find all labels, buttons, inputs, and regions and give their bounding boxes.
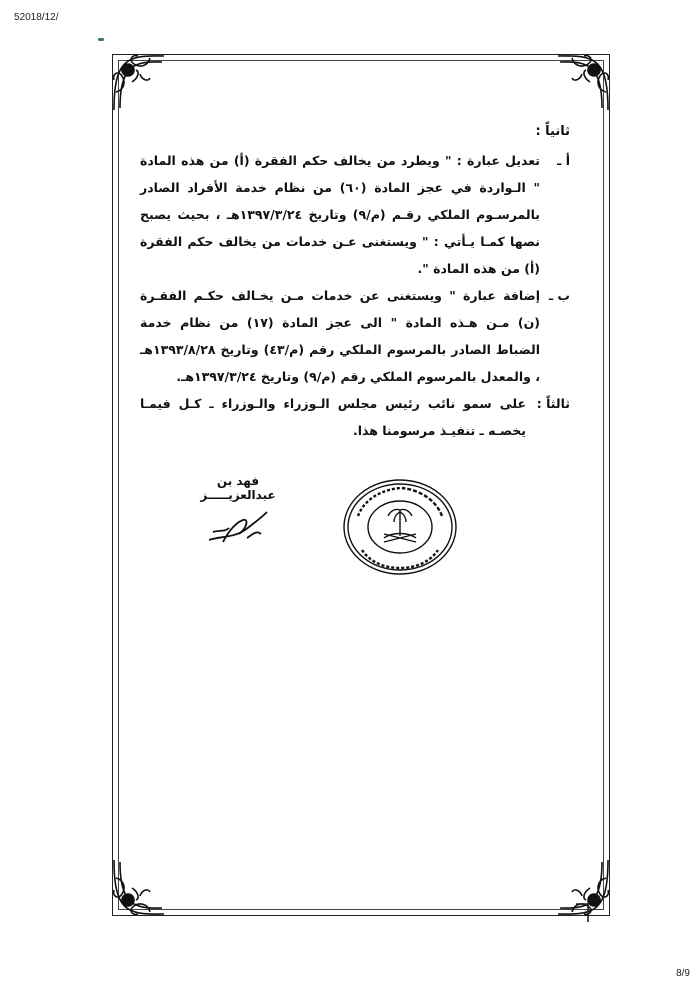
signature-block	[178, 470, 298, 550]
clause-b	[140, 282, 570, 390]
clause-text: على سمو نائب رئيس مجلس الـوزراء والـوزراء ـ كـل فيمـا يخصـه ـ تنفيـذ مرسومنا هذا.	[140, 396, 526, 438]
clause-text: إضافة عبارة " ويستغنى عن خدمات مـن يخـالف حكـم الفقـرة (ن) مـن هـذه المادة " الى عجز المادة (١٧) من نظام خدمة الضباط الصادر بالمرسوم الملكي رقم (م/٤٣) وتاريخ ١٣٩٣/٨/٢٨هـ ، والمعدل بالمرسوم الملكي رقم (م/٩) وتاريخ ١٣٩٧/٣/٢٤هـ.	[140, 288, 541, 384]
ornament-corner-icon	[110, 856, 168, 918]
ornament-corner-icon	[110, 52, 168, 114]
document-body	[140, 118, 570, 444]
signatory-name: فهد بن عبدالعزيـــــز	[200, 474, 276, 502]
official-seal	[340, 476, 460, 578]
signature-icon	[203, 508, 273, 548]
palm-and-swords-emblem-icon	[384, 509, 416, 542]
corner-mark-icon	[574, 902, 592, 924]
green-mark	[98, 38, 104, 41]
header-date: 52018/12/	[14, 12, 59, 23]
clause-a	[140, 147, 570, 282]
clause-label: ب ـ	[548, 288, 570, 303]
clause-third	[140, 390, 570, 444]
clause-label: أ ـ	[557, 153, 570, 168]
section-heading: ثانياً :	[535, 124, 570, 139]
page-number: 8/9	[676, 968, 690, 979]
clause-label: ثالثاً :	[536, 396, 570, 411]
clause-text: تعديل عبارة : " ويطرد من يخالف حكم الفقرة (أ) من هذه المادة " الـواردة في عجز المادة (٦٠) من نظام خدمة الأفراد الصادر بالمرسـوم الملكي رقـم (م/٩) وتاريخ ١٣٩٧/٣/٢٤هـ ، بحيث يصبح نصها كمـا يـأتي : " ويستغنى عـن خدمات من يخالف حكم الفقرة (أ) من هذه المادة ".	[140, 153, 540, 276]
ornament-corner-icon	[554, 52, 612, 114]
